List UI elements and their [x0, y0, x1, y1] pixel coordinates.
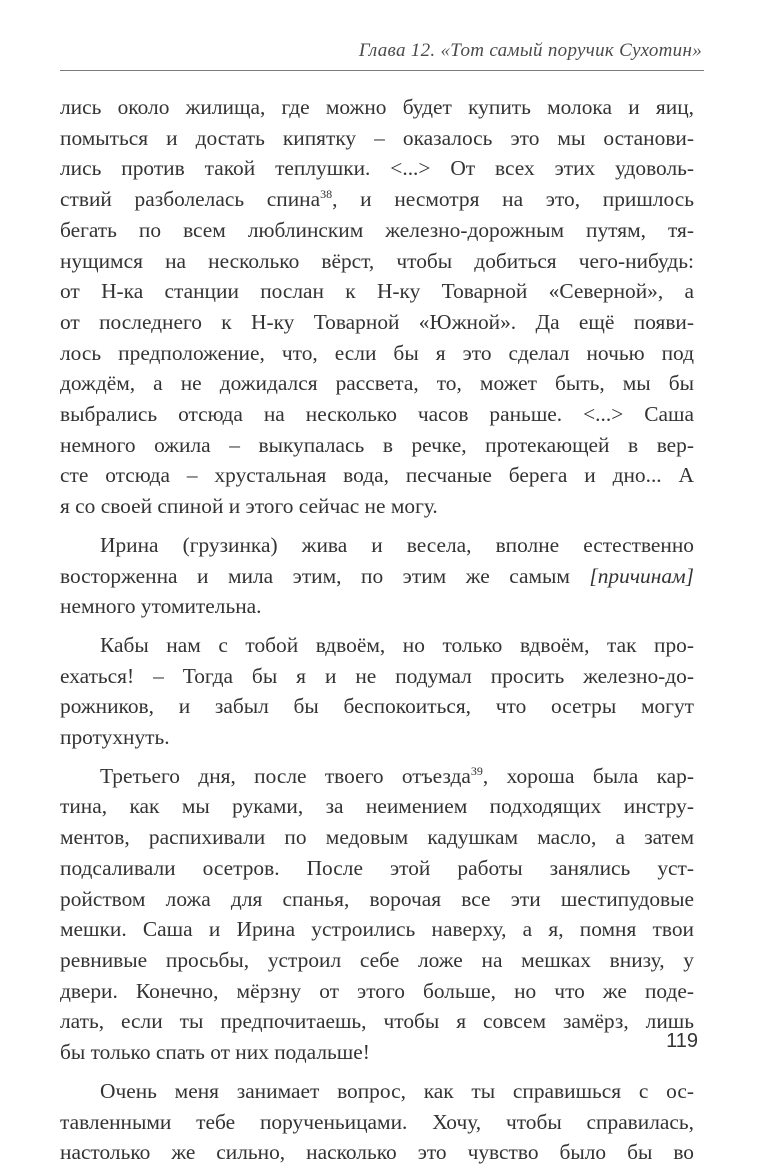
paragraph-2 [60, 530, 694, 622]
text-line: я со своей спиной и этого сейчас не могу. [60, 494, 438, 519]
text-line: немного утомительна. [60, 594, 262, 619]
text-line: ревнивые просьбы, устроил себе ложе на мешках внизу, у [60, 947, 694, 972]
paragraph-gap [60, 753, 694, 761]
paragraph-5 [60, 1076, 694, 1168]
paragraph-4 [60, 761, 694, 1068]
paragraph-gap [60, 622, 694, 630]
text-line: лись против такой теплушки. <...> От всех этих удоволь- [60, 156, 694, 181]
paragraph-gap [60, 522, 694, 530]
text-line: от последнего к Н-ку Товарной «Южной». Да ещё появи- [60, 309, 694, 334]
text-line: рожников, и забыл бы беспокоиться, что осетры могут [60, 694, 694, 719]
text-line: лись около жилища, где можно будет купить молока и яиц, [60, 95, 694, 119]
text-line: нущимся на несколько вёрст, чтобы добиться чего-нибудь: [60, 248, 694, 273]
paragraph-3 [60, 630, 694, 753]
text-line: выбрались отсюда на несколько часов раньше. <...> Саша [60, 402, 694, 427]
text-line [60, 561, 694, 592]
footnote-ref: 39 [470, 763, 483, 778]
text-line: лось предположение, что, если бы я это сделал ночью под [60, 340, 694, 365]
text-line: Очень меня занимает вопрос, как ты справишься с ос- [100, 1078, 694, 1103]
text-line: дождём, а не дожидался рассвета, то, может быть, мы бы [60, 371, 694, 396]
text-fragment: , хороша была кар- [482, 763, 694, 788]
text-line: настолько же сильно, насколько это чувство было бы во [60, 1140, 694, 1165]
page-number: 119 [666, 1030, 698, 1052]
text-line [60, 761, 694, 792]
text-line: тина, как мы руками, за неимением подходящих инстру- [60, 794, 694, 819]
text-fragment: Третьего дня, после твоего отъезда [100, 763, 471, 788]
editorial-insertion: [причинам] [589, 563, 694, 588]
text-fragment: ствий разболелась спина [60, 187, 321, 212]
text-line: сте отсюда – хрустальная вода, песчаные берега и дно... А [60, 463, 694, 488]
text-line: помыться и достать кипятку – оказалось это мы останови- [60, 125, 694, 150]
footnote-ref: 38 [320, 187, 333, 202]
header-divider [60, 70, 704, 71]
text-line: немного ожила – выкупалась в речке, протекающей в вер- [60, 432, 694, 457]
text-line: Ирина (грузинка) жива и весела, вполне естественно [100, 532, 694, 557]
text-line: Кабы нам с тобой вдвоём, но только вдвоём, так про- [100, 632, 694, 657]
text-line: ройством ложа для спанья, ворочая все эти шестипудовые [60, 886, 694, 911]
text-line: тавленными тебе порученьицами. Хочу, чтобы справилась, [60, 1109, 694, 1134]
text-line: протухнуть. [60, 725, 170, 750]
paragraph-gap [60, 1068, 694, 1076]
paragraph-1 [60, 92, 694, 522]
text-line: мешки. Саша и Ирина устроились наверху, а я, помня твои [60, 917, 694, 942]
text-line [60, 184, 694, 215]
text-fragment: восторженна и мила этим, по этим же самым [60, 563, 590, 588]
text-line: лать, если ты предпочитаешь, чтобы я совсем замёрз, лишь [60, 1009, 694, 1034]
text-fragment: , и несмотря на это, пришлось [332, 187, 694, 212]
body-text [60, 92, 694, 1168]
text-line: от Н-ка станции послан к Н-ку Товарной «Северной», а [60, 279, 694, 304]
text-line: бегать по всем люблинским железно-дорожным путям, тя- [60, 217, 694, 242]
running-header: Глава 12. «Тот самый поручик Сухотин» [358, 40, 702, 61]
text-line: ехаться! – Тогда бы я и не подумал просить железно-до- [60, 663, 694, 688]
text-line: бы только спать от них подальше! [60, 1040, 370, 1065]
text-line: ментов, распихивали по медовым кадушкам масло, а затем [60, 825, 694, 850]
text-line: двери. Конечно, мёрзну от этого больше, но что же поде- [60, 978, 694, 1003]
text-line: подсаливали осетров. После этой работы занялись уст- [60, 855, 694, 880]
